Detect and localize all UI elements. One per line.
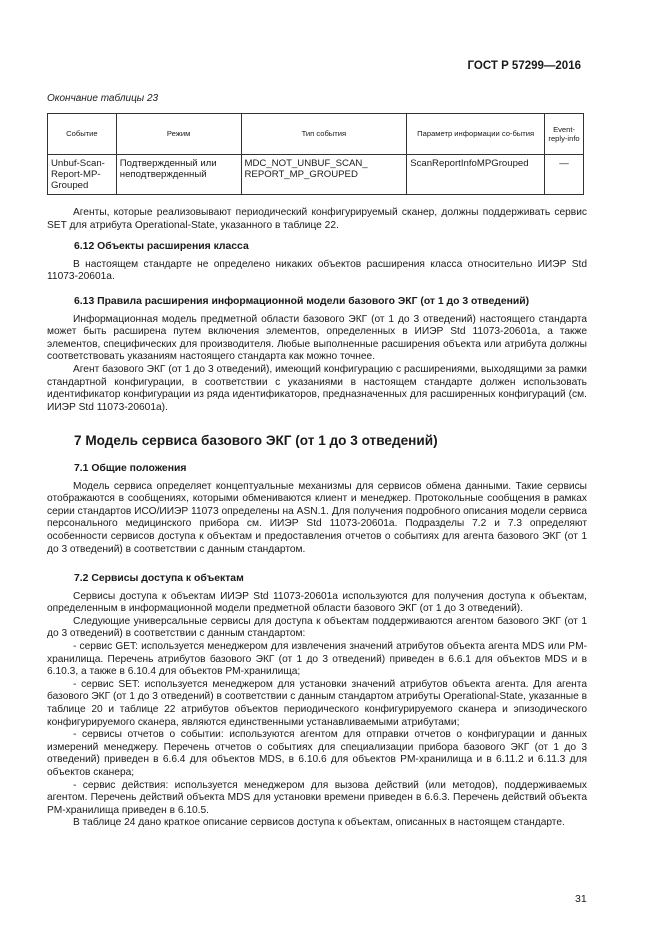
column-header: Тип события xyxy=(241,114,407,155)
section-7-2 xyxy=(47,573,587,830)
table-caption: Окончание таблицы 23 xyxy=(47,93,159,104)
paragraph: Следующие универсальные сервисы для доступа к объектам поддерживаются агентом базового ЭКГ (от 1 до 3 отведений) в соответствии с данным стандартом: xyxy=(47,615,587,640)
table-cell: ScanReportInfoMPGrouped xyxy=(407,155,545,195)
section-heading: 6.13 Правила расширения информационной модели базового ЭКГ (от 1 до 3 отведений) xyxy=(74,296,530,307)
paragraph: Модель сервиса определяет концептуальные механизмы для сервисов обмена данными. Такие сервисы отображаются в сообщениях, которыми обмениваются клиент и менеджер. Протокольные сообщения в рамках серии стандартов ИСО/ИИЭР 11073 определены на ASN.1. Для получения подробного описания модели сервиса персонального медицинского прибора см. ИИЭР Std 11073-20601a. Подразделы 7.2 и 7.3 определяют особенности сервисов доступа к объектам и предоставления отчетов о событиях для агента базового ЭКГ (от 1 до 3 отведений) в соответствии с данным стандартом. xyxy=(47,480,587,555)
paragraph: Агенты, которые реализовывают периодический конфигурируемый сканер, должны поддерживать сервис SET для атрибута Operational-State, указанного в таблице 22. xyxy=(47,207,587,231)
list-item: - сервис действия: используется менеджером для вызова действий (или методов), поддерживаемых агентом. Перечень действий объекта MDS для установки времени приведен в 6.6.3. Перечень действий объекта PM-хранилища приведен в 6.10.5. xyxy=(47,779,587,816)
table-row xyxy=(48,155,584,195)
paragraph: В настоящем стандарте не определено никаких объектов расширения класса относительно ИИЭР Std 11073-20601a. xyxy=(47,258,587,283)
section-heading: 7.2 Сервисы доступа к объектам xyxy=(74,573,244,584)
list-item: - сервисы отчетов о событии: используются агентом для отправки отчетов о конфигурации и данных измерений менеджеру. Перечень отчетов о событиях для специализации прибора базового ЭКГ (от 1 до 3 отведений) приведен в 6.6.4 для объектов MDS, в 6.10.6 для объектов PM-хранилища и в 6.11.2 и 6.11.3 для объектов сканера; xyxy=(47,729,587,778)
paragraph: Агент базового ЭКГ (от 1 до 3 отведений), имеющий конфигурацию с расширениями, выходящими за рамки стандартной конфигурации, в соответствии с указаниями в настоящем стандарте должен использовать идентификатор конфигурации из ряда идентификаторов, предназначенных для расширенных конфигураций (см. ИИЭР Std 11073-20601a). xyxy=(47,363,587,413)
standard-header: ГОСТ Р 57299—2016 xyxy=(467,60,581,72)
section-6-13 xyxy=(47,296,587,414)
table-cell: MDC_NOT_UNBUF_SCAN_ REPORT_MP_GROUPED xyxy=(241,155,407,195)
section-heading: 6.12 Объекты расширения класса xyxy=(74,241,249,252)
section-6-12 xyxy=(47,241,587,284)
table-cell: Подтвержденный или неподтвержденный xyxy=(116,155,241,195)
section-heading: 7.1 Общие положения xyxy=(74,463,187,474)
table-cell: — xyxy=(545,155,584,195)
event-table xyxy=(47,113,584,195)
page-number: 31 xyxy=(575,893,587,905)
paragraph: Сервисы доступа к объектам ИИЭР Std 11073-20601a используются для получения доступа к объектам, определенным в информационной модели предметной области базового ЭКГ (от 1 до 3 отведений). xyxy=(47,590,587,615)
column-header: Режим xyxy=(116,114,241,155)
chapter-heading: 7 Модель сервиса базового ЭКГ (от 1 до 3 отведений) xyxy=(74,433,438,448)
table-cell: Unbuf-Scan-Report-MP-Grouped xyxy=(48,155,117,195)
text-after-table xyxy=(47,207,587,232)
column-header: Event-reply-info xyxy=(545,114,584,155)
list-item: - сервис SET: используется менеджером для установки значений атрибутов объекта агента. Для агента базового ЭКГ (от 1 до 3 отведений) в соответствии с данным стандартом атрибуты Operational-State, указанные в таблице 20 и таблице 22 атрибутов объектов периодического конфигурируемого сканера и эпизодического конфигурируемого сканера, являются единственными устанавливаемыми атрибутами; xyxy=(47,678,587,728)
paragraph: Информационная модель предметной области базового ЭКГ (от 1 до 3 отведений) настоящего стандарта может быть расширена путем включения элементов, определенных в ИИЭР Std 11073-20601a, а также элементов, специфических для производителя. Любые выполненные расширения объекта или атрибута должны соответствовать указаниям настоящего стандарта как можно точнее. xyxy=(47,313,587,363)
section-7 xyxy=(47,435,587,448)
list-item: - сервис GET: используется менеджером для извлечения значений атрибутов объекта агента MDS или PM-хранилища. Перечень атрибутов базового ЭКГ (от 1 до 3 отведений) приведен в 6.6.1 для объектов MDS и в 6.10.3, а также в 6.10.4 для объектов PM-хранилища; xyxy=(47,640,587,678)
column-header: Событие xyxy=(48,114,117,155)
table-header-row xyxy=(48,114,584,155)
paragraph: В таблице 24 дано краткое описание сервисов доступа к объектам, описанных в настоящем стандарте. xyxy=(73,817,565,829)
column-header: Параметр информации со-бытия xyxy=(407,114,545,155)
section-7-1 xyxy=(47,463,587,556)
